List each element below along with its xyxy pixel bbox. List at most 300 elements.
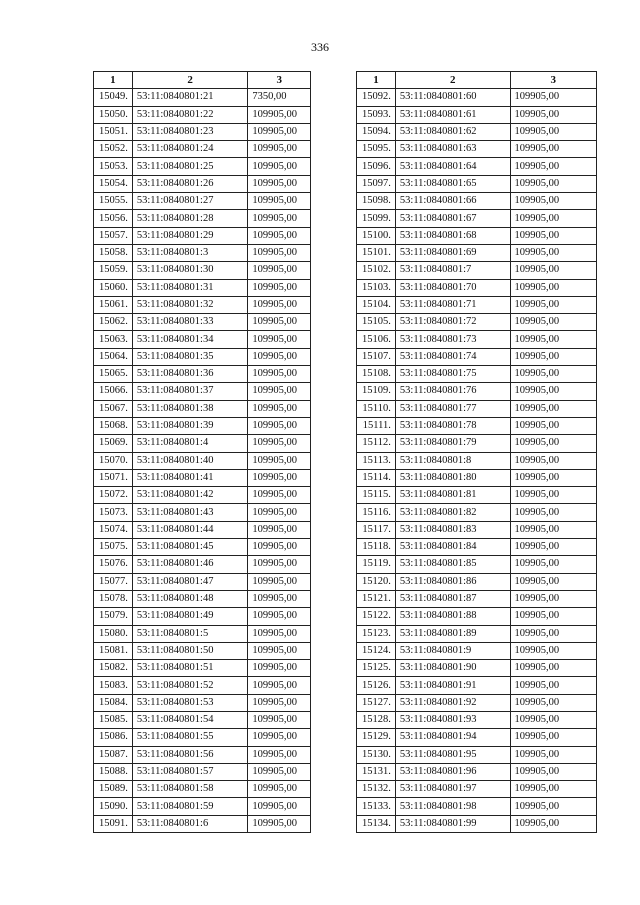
cadastral-value: 109905,00	[248, 244, 311, 261]
row-number: 15124.	[357, 642, 396, 659]
table-row	[357, 677, 597, 694]
cadastral-value: 109905,00	[510, 798, 597, 815]
cadastral-number: 53:11:0840801:29	[132, 227, 248, 244]
table-row	[94, 193, 311, 210]
cadastral-value: 109905,00	[510, 487, 597, 504]
cadastral-number: 53:11:0840801:91	[395, 677, 510, 694]
table-row	[357, 746, 597, 763]
cadastral-value: 109905,00	[248, 642, 311, 659]
cadastral-number: 53:11:0840801:25	[132, 158, 248, 175]
cadastral-number: 53:11:0840801:24	[132, 141, 248, 158]
table-row	[357, 141, 597, 158]
row-number: 15097.	[357, 175, 396, 192]
row-number: 15117.	[357, 521, 396, 538]
cadastral-number: 53:11:0840801:49	[132, 608, 248, 625]
row-number: 15076.	[94, 556, 133, 573]
cadastral-number: 53:11:0840801:74	[395, 348, 510, 365]
row-number: 15084.	[94, 694, 133, 711]
table-row	[357, 106, 597, 123]
cadastral-value: 109905,00	[248, 746, 311, 763]
cadastral-number: 53:11:0840801:40	[132, 452, 248, 469]
row-number: 15090.	[94, 798, 133, 815]
cadastral-value: 109905,00	[248, 781, 311, 798]
cadastral-value: 109905,00	[248, 279, 311, 296]
cadastral-value: 109905,00	[248, 798, 311, 815]
cadastral-number: 53:11:0840801:23	[132, 123, 248, 140]
page-number: 336	[311, 40, 329, 54]
cadastral-number: 53:11:0840801:83	[395, 521, 510, 538]
table-row	[357, 279, 597, 296]
cadastral-value: 109905,00	[248, 417, 311, 434]
cadastral-value: 109905,00	[248, 158, 311, 175]
table-row	[94, 625, 311, 642]
row-number: 15096.	[357, 158, 396, 175]
cadastral-value: 109905,00	[510, 193, 597, 210]
row-number: 15102.	[357, 262, 396, 279]
cadastral-value: 109905,00	[248, 815, 311, 832]
row-number: 15056.	[94, 210, 133, 227]
table-row	[357, 590, 597, 607]
cadastral-value: 109905,00	[248, 729, 311, 746]
row-number: 15061.	[94, 296, 133, 313]
cadastral-number: 53:11:0840801:60	[395, 89, 510, 106]
table-row	[357, 781, 597, 798]
row-number: 15077.	[94, 573, 133, 590]
row-number: 15122.	[357, 608, 396, 625]
cadastral-value: 109905,00	[510, 262, 597, 279]
table-row	[94, 89, 311, 106]
table-row	[94, 556, 311, 573]
cadastral-value: 109905,00	[510, 625, 597, 642]
cadastral-number: 53:11:0840801:45	[132, 539, 248, 556]
column-header-2: 2	[132, 72, 248, 89]
cadastral-number: 53:11:0840801:46	[132, 556, 248, 573]
row-number: 15101.	[357, 244, 396, 261]
cadastral-number: 53:11:0840801:67	[395, 210, 510, 227]
row-number: 15105.	[357, 314, 396, 331]
cadastral-value: 109905,00	[248, 504, 311, 521]
cadastral-number: 53:11:0840801:96	[395, 763, 510, 780]
cadastral-value: 109905,00	[248, 123, 311, 140]
table-row	[357, 158, 597, 175]
row-number: 15063.	[94, 331, 133, 348]
cadastral-number: 53:11:0840801:78	[395, 417, 510, 434]
cadastral-number: 53:11:0840801:47	[132, 573, 248, 590]
cadastral-number: 53:11:0840801:36	[132, 366, 248, 383]
table-row	[357, 435, 597, 452]
table-row	[94, 590, 311, 607]
table-row	[94, 573, 311, 590]
cadastral-number: 53:11:0840801:77	[395, 400, 510, 417]
table-row	[357, 210, 597, 227]
table-row	[94, 158, 311, 175]
row-number: 15111.	[357, 417, 396, 434]
cadastral-value: 109905,00	[248, 400, 311, 417]
row-number: 15125.	[357, 660, 396, 677]
row-number: 15083.	[94, 677, 133, 694]
row-number: 15068.	[94, 417, 133, 434]
table-row	[94, 314, 311, 331]
cadastral-number: 53:11:0840801:82	[395, 504, 510, 521]
table-row	[94, 123, 311, 140]
cadastral-value: 109905,00	[510, 573, 597, 590]
cadastral-number: 53:11:0840801:58	[132, 781, 248, 798]
cadastral-value: 109905,00	[510, 141, 597, 158]
table-row	[94, 487, 311, 504]
row-number: 15089.	[94, 781, 133, 798]
table-row	[94, 660, 311, 677]
left-table	[93, 71, 311, 833]
cadastral-number: 53:11:0840801:85	[395, 556, 510, 573]
cadastral-number: 53:11:0840801:33	[132, 314, 248, 331]
cadastral-value: 109905,00	[248, 227, 311, 244]
cadastral-number: 53:11:0840801:57	[132, 763, 248, 780]
table-row	[94, 400, 311, 417]
row-number: 15081.	[94, 642, 133, 659]
table-row	[357, 244, 597, 261]
cadastral-value: 109905,00	[510, 400, 597, 417]
cadastral-value: 109905,00	[248, 608, 311, 625]
cadastral-value: 109905,00	[510, 539, 597, 556]
row-number: 15118.	[357, 539, 396, 556]
table-row	[357, 642, 597, 659]
cadastral-value: 109905,00	[248, 452, 311, 469]
table-row	[357, 556, 597, 573]
cadastral-value: 109905,00	[510, 452, 597, 469]
table-header-row	[94, 72, 311, 89]
row-number: 15082.	[94, 660, 133, 677]
cadastral-value: 109905,00	[248, 435, 311, 452]
cadastral-value: 109905,00	[248, 331, 311, 348]
cadastral-number: 53:11:0840801:43	[132, 504, 248, 521]
table-row	[94, 711, 311, 728]
table-row	[357, 711, 597, 728]
cadastral-value: 109905,00	[248, 296, 311, 313]
row-number: 15093.	[357, 106, 396, 123]
cadastral-number: 53:11:0840801:22	[132, 106, 248, 123]
cadastral-number: 53:11:0840801:88	[395, 608, 510, 625]
table-row	[94, 383, 311, 400]
cadastral-value: 109905,00	[248, 660, 311, 677]
row-number: 15095.	[357, 141, 396, 158]
cadastral-number: 53:11:0840801:37	[132, 383, 248, 400]
table-row	[94, 729, 311, 746]
row-number: 15075.	[94, 539, 133, 556]
cadastral-number: 53:11:0840801:9	[395, 642, 510, 659]
table-row	[357, 417, 597, 434]
cadastral-number: 53:11:0840801:7	[395, 262, 510, 279]
cadastral-value: 109905,00	[510, 123, 597, 140]
row-number: 15108.	[357, 366, 396, 383]
cadastral-number: 53:11:0840801:34	[132, 331, 248, 348]
table-row	[357, 487, 597, 504]
cadastral-number: 53:11:0840801:98	[395, 798, 510, 815]
cadastral-value: 109905,00	[248, 711, 311, 728]
cadastral-number: 53:11:0840801:26	[132, 175, 248, 192]
row-number: 15079.	[94, 608, 133, 625]
cadastral-value: 109905,00	[510, 660, 597, 677]
cadastral-number: 53:11:0840801:39	[132, 417, 248, 434]
cadastral-value: 109905,00	[248, 469, 311, 486]
cadastral-value: 109905,00	[248, 694, 311, 711]
cadastral-value: 109905,00	[510, 711, 597, 728]
cadastral-number: 53:11:0840801:27	[132, 193, 248, 210]
cadastral-value: 109905,00	[510, 729, 597, 746]
row-number: 15086.	[94, 729, 133, 746]
table-row	[94, 331, 311, 348]
table-row	[94, 227, 311, 244]
cadastral-number: 53:11:0840801:79	[395, 435, 510, 452]
cadastral-value: 109905,00	[510, 469, 597, 486]
cadastral-value: 109905,00	[510, 106, 597, 123]
cadastral-value: 109905,00	[248, 193, 311, 210]
cadastral-value: 109905,00	[510, 590, 597, 607]
table-row	[357, 539, 597, 556]
row-number: 15088.	[94, 763, 133, 780]
table-row	[94, 608, 311, 625]
table-row	[94, 694, 311, 711]
cadastral-number: 53:11:0840801:66	[395, 193, 510, 210]
cadastral-value: 109905,00	[248, 106, 311, 123]
column-header-3: 3	[248, 72, 311, 89]
cadastral-number: 53:11:0840801:70	[395, 279, 510, 296]
cadastral-value: 109905,00	[248, 487, 311, 504]
cadastral-number: 53:11:0840801:30	[132, 262, 248, 279]
cadastral-value: 109905,00	[510, 158, 597, 175]
cadastral-number: 53:11:0840801:65	[395, 175, 510, 192]
cadastral-value: 109905,00	[248, 141, 311, 158]
row-number: 15094.	[357, 123, 396, 140]
table-row	[357, 660, 597, 677]
table-row	[94, 244, 311, 261]
cadastral-value: 109905,00	[248, 262, 311, 279]
cadastral-value: 109905,00	[248, 175, 311, 192]
table-row	[94, 798, 311, 815]
cadastral-value: 109905,00	[248, 210, 311, 227]
cadastral-value: 109905,00	[510, 763, 597, 780]
row-number: 15114.	[357, 469, 396, 486]
row-number: 15107.	[357, 348, 396, 365]
column-header-1: 1	[94, 72, 133, 89]
cadastral-value: 109905,00	[510, 175, 597, 192]
row-number: 15126.	[357, 677, 396, 694]
cadastral-number: 53:11:0840801:59	[132, 798, 248, 815]
row-number: 15098.	[357, 193, 396, 210]
cadastral-number: 53:11:0840801:95	[395, 746, 510, 763]
row-number: 15058.	[94, 244, 133, 261]
cadastral-value: 109905,00	[510, 89, 597, 106]
cadastral-value: 109905,00	[510, 244, 597, 261]
cadastral-number: 53:11:0840801:55	[132, 729, 248, 746]
table-row	[357, 815, 597, 832]
cadastral-number: 53:11:0840801:28	[132, 210, 248, 227]
right-table-body	[357, 89, 597, 833]
table-row	[357, 798, 597, 815]
row-number: 15049.	[94, 89, 133, 106]
cadastral-number: 53:11:0840801:97	[395, 781, 510, 798]
table-row	[94, 141, 311, 158]
cadastral-number: 53:11:0840801:56	[132, 746, 248, 763]
cadastral-value: 109905,00	[248, 348, 311, 365]
table-row	[94, 504, 311, 521]
cadastral-number: 53:11:0840801:41	[132, 469, 248, 486]
table-row	[94, 469, 311, 486]
row-number: 15070.	[94, 452, 133, 469]
table-row	[357, 348, 597, 365]
cadastral-number: 53:11:0840801:8	[395, 452, 510, 469]
table-row	[357, 504, 597, 521]
cadastral-value: 109905,00	[510, 694, 597, 711]
cadastral-number: 53:11:0840801:3	[132, 244, 248, 261]
table-row	[357, 193, 597, 210]
row-number: 15133.	[357, 798, 396, 815]
table-row	[94, 106, 311, 123]
cadastral-value: 109905,00	[248, 573, 311, 590]
table-row	[357, 625, 597, 642]
table-row	[94, 210, 311, 227]
row-number: 15051.	[94, 123, 133, 140]
cadastral-number: 53:11:0840801:76	[395, 383, 510, 400]
row-number: 15072.	[94, 487, 133, 504]
cadastral-number: 53:11:0840801:42	[132, 487, 248, 504]
cadastral-number: 53:11:0840801:38	[132, 400, 248, 417]
cadastral-number: 53:11:0840801:81	[395, 487, 510, 504]
table-row	[357, 469, 597, 486]
cadastral-number: 53:11:0840801:93	[395, 711, 510, 728]
table-row	[357, 123, 597, 140]
cadastral-number: 53:11:0840801:53	[132, 694, 248, 711]
table-row	[94, 452, 311, 469]
cadastral-number: 53:11:0840801:63	[395, 141, 510, 158]
cadastral-value: 109905,00	[510, 383, 597, 400]
cadastral-number: 53:11:0840801:68	[395, 227, 510, 244]
row-number: 15121.	[357, 590, 396, 607]
table-row	[94, 175, 311, 192]
table-row	[94, 815, 311, 832]
cadastral-number: 53:11:0840801:4	[132, 435, 248, 452]
table-row	[357, 452, 597, 469]
row-number: 15069.	[94, 435, 133, 452]
table-row	[357, 573, 597, 590]
cadastral-value: 109905,00	[510, 642, 597, 659]
row-number: 15050.	[94, 106, 133, 123]
row-number: 15116.	[357, 504, 396, 521]
cadastral-number: 53:11:0840801:62	[395, 123, 510, 140]
table-row	[94, 348, 311, 365]
cadastral-number: 53:11:0840801:50	[132, 642, 248, 659]
cadastral-value: 109905,00	[510, 417, 597, 434]
row-number: 15112.	[357, 435, 396, 452]
cadastral-number: 53:11:0840801:6	[132, 815, 248, 832]
row-number: 15073.	[94, 504, 133, 521]
table-row	[94, 296, 311, 313]
cadastral-value: 109905,00	[510, 435, 597, 452]
column-header-2: 2	[395, 72, 510, 89]
table-row	[94, 539, 311, 556]
cadastral-number: 53:11:0840801:48	[132, 590, 248, 607]
cadastral-number: 53:11:0840801:52	[132, 677, 248, 694]
row-number: 15067.	[94, 400, 133, 417]
cadastral-value: 109905,00	[510, 815, 597, 832]
cadastral-number: 53:11:0840801:80	[395, 469, 510, 486]
cadastral-number: 53:11:0840801:35	[132, 348, 248, 365]
table-row	[357, 694, 597, 711]
column-header-1: 1	[357, 72, 396, 89]
cadastral-value: 109905,00	[510, 331, 597, 348]
row-number: 15119.	[357, 556, 396, 573]
cadastral-number: 53:11:0840801:75	[395, 366, 510, 383]
row-number: 15087.	[94, 746, 133, 763]
row-number: 15131.	[357, 763, 396, 780]
row-number: 15060.	[94, 279, 133, 296]
cadastral-number: 53:11:0840801:64	[395, 158, 510, 175]
cadastral-number: 53:11:0840801:90	[395, 660, 510, 677]
cadastral-value: 109905,00	[248, 556, 311, 573]
row-number: 15080.	[94, 625, 133, 642]
table-row	[357, 89, 597, 106]
table-row	[357, 521, 597, 538]
row-number: 15059.	[94, 262, 133, 279]
cadastral-number: 53:11:0840801:54	[132, 711, 248, 728]
row-number: 15057.	[94, 227, 133, 244]
cadastral-value: 109905,00	[510, 366, 597, 383]
cadastral-value: 109905,00	[510, 227, 597, 244]
cadastral-number: 53:11:0840801:84	[395, 539, 510, 556]
table-row	[357, 729, 597, 746]
table-row	[357, 400, 597, 417]
cadastral-number: 53:11:0840801:92	[395, 694, 510, 711]
cadastral-value: 109905,00	[248, 763, 311, 780]
table-row	[94, 366, 311, 383]
left-table-body	[94, 89, 311, 833]
row-number: 15128.	[357, 711, 396, 728]
table-row	[357, 383, 597, 400]
cadastral-value: 109905,00	[248, 539, 311, 556]
row-number: 15123.	[357, 625, 396, 642]
row-number: 15127.	[357, 694, 396, 711]
row-number: 15099.	[357, 210, 396, 227]
row-number: 15103.	[357, 279, 396, 296]
cadastral-value: 109905,00	[510, 677, 597, 694]
cadastral-number: 53:11:0840801:72	[395, 314, 510, 331]
row-number: 15055.	[94, 193, 133, 210]
cadastral-number: 53:11:0840801:32	[132, 296, 248, 313]
table-row	[94, 746, 311, 763]
row-number: 15113.	[357, 452, 396, 469]
cadastral-number: 53:11:0840801:99	[395, 815, 510, 832]
cadastral-value: 7350,00	[248, 89, 311, 106]
cadastral-value: 109905,00	[248, 625, 311, 642]
cadastral-number: 53:11:0840801:87	[395, 590, 510, 607]
row-number: 15085.	[94, 711, 133, 728]
cadastral-value: 109905,00	[510, 746, 597, 763]
cadastral-value: 109905,00	[248, 383, 311, 400]
row-number: 15065.	[94, 366, 133, 383]
row-number: 15052.	[94, 141, 133, 158]
row-number: 15066.	[94, 383, 133, 400]
cadastral-number: 53:11:0840801:89	[395, 625, 510, 642]
cadastral-value: 109905,00	[510, 210, 597, 227]
cadastral-value: 109905,00	[510, 521, 597, 538]
cadastral-value: 109905,00	[248, 314, 311, 331]
row-number: 15109.	[357, 383, 396, 400]
table-row	[94, 521, 311, 538]
row-number: 15054.	[94, 175, 133, 192]
cadastral-number: 53:11:0840801:94	[395, 729, 510, 746]
table-row	[94, 677, 311, 694]
row-number: 15078.	[94, 590, 133, 607]
row-number: 15074.	[94, 521, 133, 538]
